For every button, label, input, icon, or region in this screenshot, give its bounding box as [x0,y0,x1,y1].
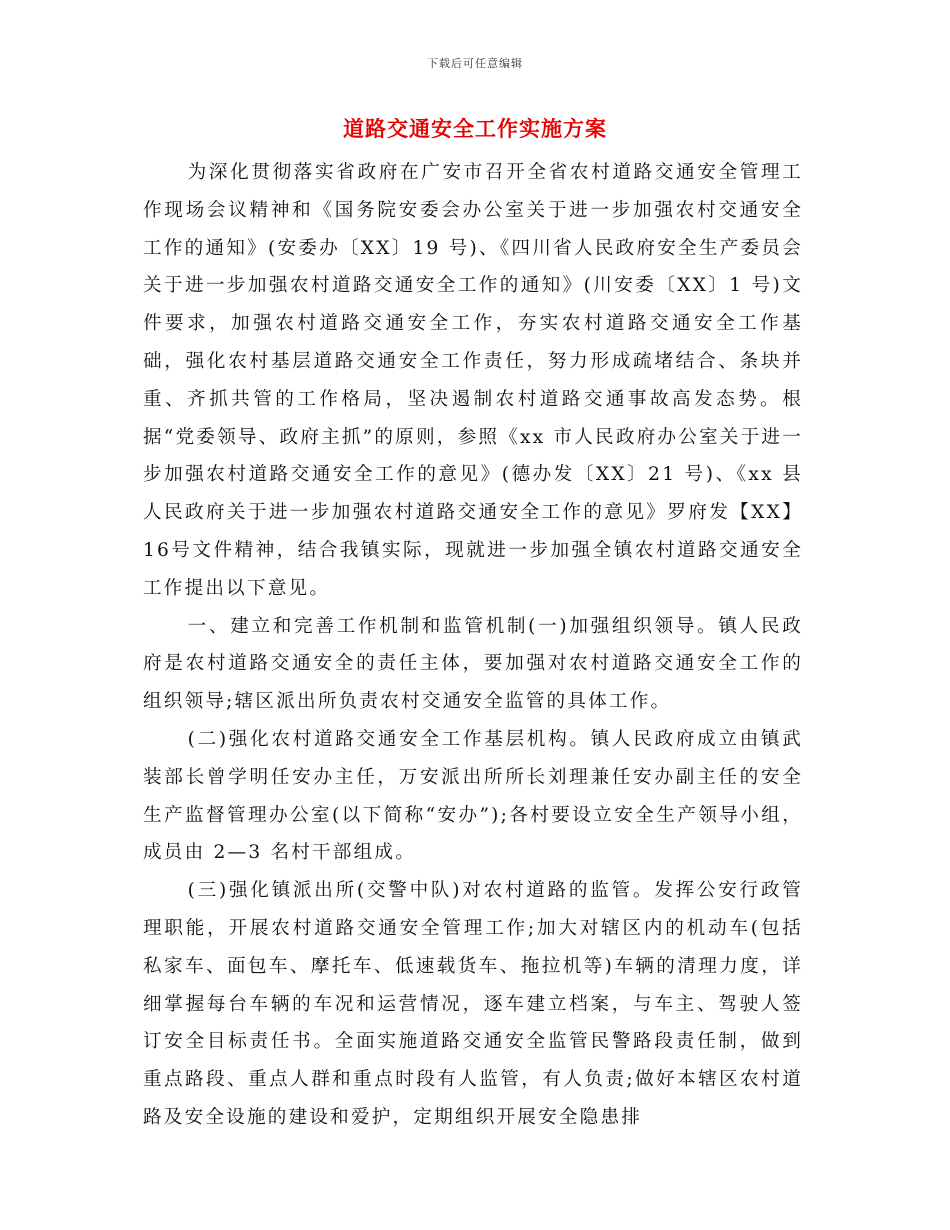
paragraph-section-2: (二)强化农村道路交通安全工作基层机构。镇人民政府成立由镇武装部长曾学明任安办主任，万安派出所所长刘理兼任安办副主任的安全生产监督管理办公室(以下简称“安办”);各村要设立安全生产领导小组，成员由 2—3 名村干部组成。 [143,728,803,864]
paragraph-intro: 为深化贯彻落实省政府在广安市召开全省农村道路交通安全管理工作现场会议精神和《国务院安委会办公室关于进一步加强农村交通安全工作的通知》(安委办〔XX〕19 号)、《四川省人民政府安全生产委员会关于进一步加强农村道路交通安全工作的通知》(川安委〔XX〕1 号)文件要求，加强农村道路交通安全工作，夯实农村道路交通安全工作基础，强化农村基层道路交通安全工作责任，努力形成疏堵结合、条块并重、齐抓共管的工作格局，坚决遏制农村道路交通事故高发态势。根据“党委领导、政府主抓”的原则，参照《xx 市人民政府办公室关于进一步加强农村道路交通安全工作的意见》(德办发〔XX〕21 号)、《xx 县人民政府关于进一步加强农村道路交通安全工作的意见》罗府发【XX】16号文件精神，结合我镇实际，现就进一步加强全镇农村道路交通安全工作提出以下意见。 [143,162,803,599]
document-body [143,154,803,1137]
header-note: 下载后可任意编辑 [427,57,523,70]
document-title: 道路交通安全工作实施方案 [343,116,607,141]
paragraph-section-3: (三)强化镇派出所(交警中队)对农村道路的监管。发挥公安行政管理职能，开展农村道路交通安全管理工作;加大对辖区内的机动车(包括私家车、面包车、摩托车、低速载货车、拖拉机等)车辆的清理力度，详细掌握每台车辆的车况和运营情况，逐车建立档案，与车主、驾驶人签订安全目标责任书。全面实施道路交通安全监管民警路段责任制，做到重点路段、重点人群和重点时段有人监管，有人负责;做好本辖区农村道路及安全设施的建设和爱护，定期组织开展安全隐患排 [143,880,803,1128]
paragraph-section-1: 一、建立和完善工作机制和监管机制(一)加强组织领导。镇人民政府是农村道路交通安全的责任主体，要加强对农村道路交通安全工作的组织领导;辖区派出所负责农村交通安全监管的具体工作。 [143,615,803,713]
